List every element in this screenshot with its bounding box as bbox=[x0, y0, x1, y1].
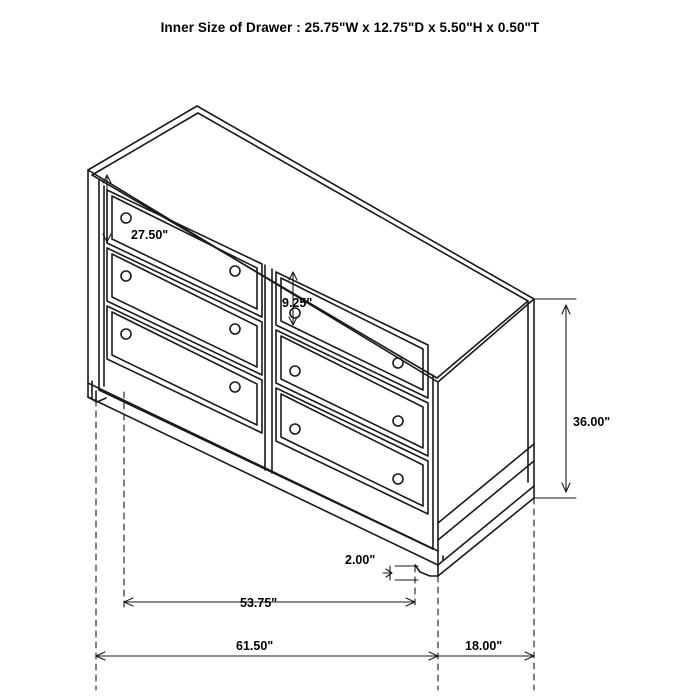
drawer-right-3 bbox=[276, 388, 428, 514]
dimension-label-drawer-height-side: 9.25" bbox=[282, 296, 313, 310]
drawer-left-1 bbox=[107, 190, 262, 317]
dimension-label-base-height: 2.00" bbox=[345, 553, 376, 567]
dimension-label-overall-height: 36.00" bbox=[573, 415, 611, 429]
dimension-label-front-width: 53.75" bbox=[240, 596, 278, 610]
dimension-label-overall-width: 61.50" bbox=[236, 639, 274, 653]
page-title: Inner Size of Drawer : 25.75"W x 12.75"D x 5.50"H x 0.50"T bbox=[160, 20, 540, 35]
dresser-top-panel bbox=[88, 106, 534, 382]
drawer-right-2 bbox=[276, 330, 428, 456]
drawer-column-divider bbox=[265, 265, 272, 473]
drawer-right-1 bbox=[276, 272, 428, 398]
dimension-label-drawer-width-top: 27.50" bbox=[131, 228, 169, 242]
dresser-right-side bbox=[438, 299, 534, 565]
dresser-base bbox=[88, 381, 534, 576]
dimension-label-depth: 18.00" bbox=[465, 639, 503, 653]
dimension-lines bbox=[96, 175, 576, 690]
